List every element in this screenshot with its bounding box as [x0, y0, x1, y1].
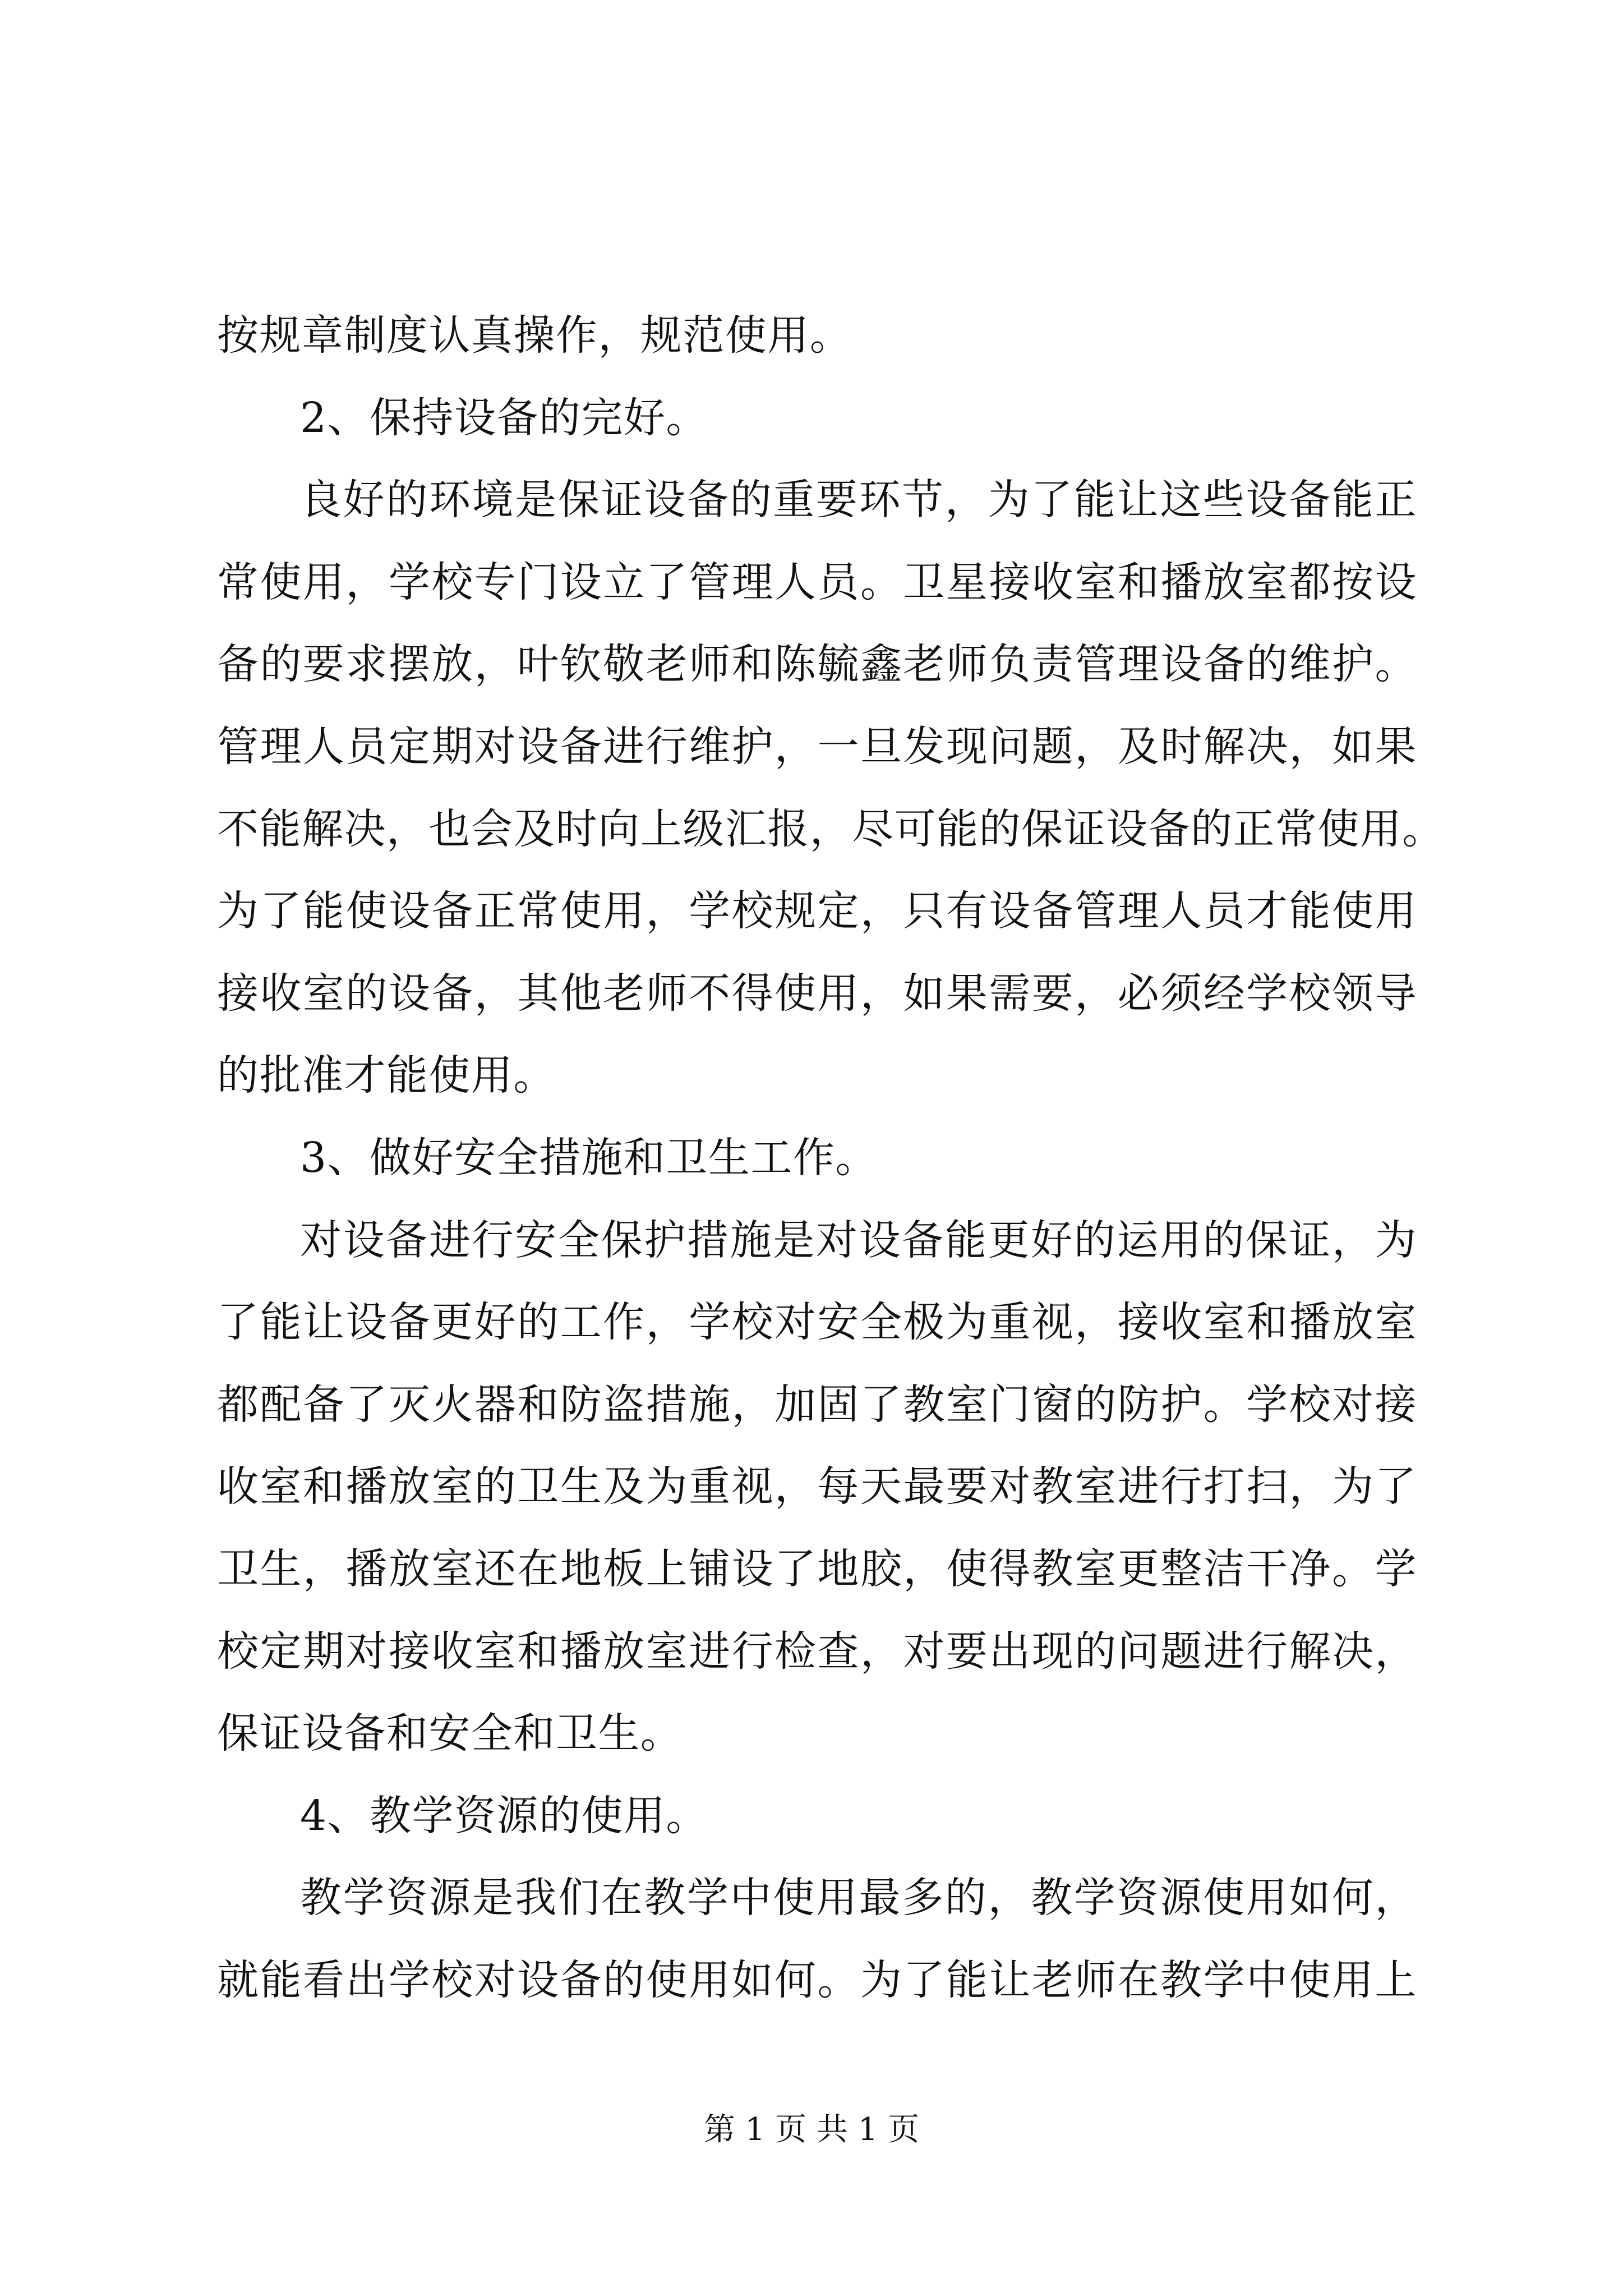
text-line: 按规章制度认真操作，规范使用。 [217, 311, 852, 360]
text-line: 了能让设备更好的工作，学校对安全极为重视，接收室和播放室 [217, 1298, 1417, 1347]
document-body [217, 295, 1445, 2021]
text-line: 保证设备和安全和卫生。 [217, 1709, 683, 1758]
text-line: 的批准才能使用。 [217, 1051, 556, 1100]
section-heading-2: 2、保持设备的完好。 [300, 393, 708, 442]
text-line: 收室和播放室的卫生及为重视，每天最要对教室进行打扫，为了 [217, 1462, 1417, 1511]
section-heading-3: 3、做好安全措施和卫生工作。 [300, 1133, 878, 1182]
text-line: 校定期对接收室和播放室进行检查，对要出现的问题进行解决， [217, 1627, 1417, 1676]
section-heading-4: 4、教学资源的使用。 [300, 1791, 708, 1840]
text-line: 接收室的设备，其他老师不得使用，如果需要，必须经学校领导 [217, 969, 1417, 1018]
text-line: 为了能使设备正常使用，学校规定，只有设备管理人员才能使用 [217, 887, 1417, 936]
text-line: 都配备了灭火器和防盗措施，加固了教室门窗的防护。学校对接 [217, 1380, 1417, 1429]
text-line: 备的要求摆放，叶钦敬老师和陈毓鑫老师负责管理设备的维护。 [217, 640, 1417, 689]
page-number-footer: 第 1 页 共 1 页 [703, 2111, 920, 2148]
text-line: 良好的环境是保证设备的重要环节，为了能让这些设备能正 [300, 476, 1417, 524]
text-line: 对设备进行安全保护措施是对设备能更好的运用的保证，为 [300, 1216, 1417, 1264]
text-line: 就能看出学校对设备的使用如何。为了能让老师在教学中使用上 [217, 1955, 1417, 2004]
text-line: 教学资源是我们在教学中使用最多的，教学资源使用如何， [300, 1874, 1417, 1922]
text-line: 卫生，播放室还在地板上铺设了地胶，使得教室更整洁干净。学 [217, 1544, 1417, 1593]
text-line: 不能解决，也会及时向上级汇报，尽可能的保证设备的正常使用。 [217, 804, 1445, 853]
text-line: 管理人员定期对设备进行维护，一旦发现问题，及时解决，如果 [217, 722, 1417, 771]
text-line: 常使用，学校专门设立了管理人员。卫星接收室和播放室都按设 [217, 558, 1417, 606]
